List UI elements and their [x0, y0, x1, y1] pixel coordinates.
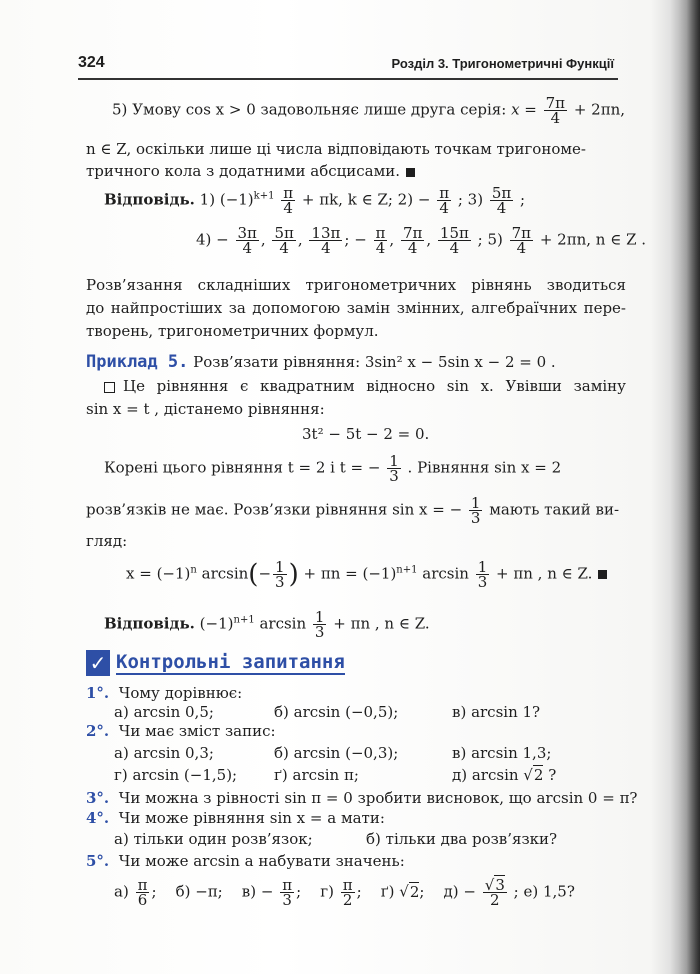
q1-option-b: б) arcsin (−0,5); — [274, 703, 399, 721]
fraction: $\frac{1}{3}$ — [389, 452, 399, 485]
answer2: Відповідь. $(-1)^{n+1}$ arcsin $\frac{1}{3}$ + πn , n ∈ Z. — [104, 608, 430, 641]
q2-option-e: ґ) arcsin π; — [274, 766, 359, 784]
q2-option-d: г) arcsin (−1,5); — [114, 766, 238, 784]
fraction: $\frac{5\pi}{4}$ — [274, 224, 294, 257]
fraction: $\frac{5\pi}{4}$ — [491, 184, 512, 217]
fraction: $\frac{\pi}{2}$ — [342, 876, 353, 909]
question-4: 4°. Чи може рівняння sin x = a мати: — [86, 809, 385, 827]
fraction: $\frac{\pi}{4}$ — [439, 184, 450, 217]
q4-option-b: б) тільки два розв’язки? — [366, 830, 558, 848]
question-5: 5°. Чи може arcsin a набувати значень: — [86, 852, 405, 870]
example5-line2: sin x = t , дістанемо рівняння: — [86, 400, 325, 418]
q2-option-f: д) arcsin √2 ? — [452, 766, 557, 784]
example5-solution: $x = (-1)^n$ arcsin(− $\frac{1}{3}$ ) + $\pi n = (-1)^{n+1}$ arcsin $\frac{1}{3}$ + πn , n ∈ Z. — [126, 560, 607, 589]
question-2: 2°. Чи має зміст запис: — [86, 722, 276, 740]
fraction: $\frac{1}{3}$ — [470, 494, 481, 527]
q5-options: а) $\frac{\pi}{6}$ ; б) −π; в) − $\frac{\pi}{3}$ ; г) $\frac{\pi}{2}$ ; ґ) √2; д) − $\frac{√3}{2}$ ; е) 1,5? — [114, 876, 575, 909]
page-edge-shadow — [670, 0, 700, 974]
question-1: 1°. Чому дорівнює: — [86, 684, 243, 702]
example5-line6: гляд: — [86, 532, 128, 550]
answer-label: Відповідь. — [104, 190, 195, 209]
example5-equation: 3t² − 5t − 2 = 0. — [302, 425, 430, 443]
end-proof-square — [406, 168, 415, 177]
answer1-line1: Відповідь. 1) $(-1)^{k+1}$ $\frac{\pi}{4}$ + πk, k ∈ Z; 2) − $\frac{\pi}{4}$ ; 3) $\frac{5\pi}{4}$ ; — [104, 184, 526, 217]
paragraph-line: творень, тригонометричних формул. — [86, 322, 379, 340]
item5-line2: n ∈ Z, оскільки лише ці числа відповідають точкам тригономе- — [86, 140, 586, 158]
fraction: $\frac{7\pi}{4}$ — [511, 224, 532, 257]
q2-option-a: а) arcsin 0,3; — [114, 744, 214, 762]
fraction: $\frac{15\pi}{4}$ — [439, 224, 469, 257]
q2-option-c: в) arcsin 1,3; — [452, 744, 552, 762]
example5-heading: Приклад 5. Розв’язати рівняння: 3sin² x − 5sin x − 2 = 0 . — [86, 352, 556, 372]
question-3: 3°. Чи можна з рівності sin π = 0 зробити висновок, що arcsin 0 = π? — [86, 789, 638, 807]
fraction: $\frac{\pi}{6}$ — [137, 876, 148, 909]
fraction: $\frac{√3}{2}$ — [484, 876, 505, 909]
page-number: 324 — [78, 54, 105, 71]
fraction: $\frac{7\pi}{4}$ — [402, 224, 423, 257]
fraction: $\frac{1}{3}$ — [477, 558, 488, 591]
item5-line1: 5) Умову cos x > 0 задовольняє лише друга серія: x = $\frac{7\pi}{4}$ + 2πn, — [112, 94, 625, 127]
fraction: $\frac{1}{3}$ — [275, 558, 285, 591]
q4-option-a: а) тільки один розв’язок; — [114, 830, 313, 848]
fraction: $\frac{1}{3}$ — [314, 608, 325, 641]
fraction: $\frac{3\pi}{4}$ — [237, 224, 257, 257]
paragraph-line: Розв’язання складніших тригонометричних рівнянь зводиться — [86, 276, 626, 294]
example5-line1: Це рівняння є квадратним відносно sin x. Увівши заміну — [104, 376, 626, 396]
fraction: $\frac{\pi}{3}$ — [282, 876, 293, 909]
chapter-title: Розділ 3. Тригонометричні Функції — [391, 56, 614, 71]
answer-label: Відповідь. — [104, 614, 195, 633]
q2-option-b: б) arcsin (−0,3); — [274, 744, 399, 762]
start-solution-square — [104, 382, 115, 393]
item5-line3: тричного кола з додатними абсцисами. — [86, 161, 415, 181]
example-label: Приклад 5. — [86, 352, 189, 372]
fraction: $\frac{\pi}{4}$ — [283, 184, 294, 217]
fraction: $\frac{13\pi}{4}$ — [311, 224, 341, 257]
example5-roots: Корені цього рівняння t = 2 і t = − $\frac{1}{3}$ . Рівняння sin x = 2 — [104, 452, 562, 485]
fraction: $\frac{\pi}{4}$ — [375, 224, 386, 257]
q1-option-c: в) arcsin 1? — [452, 703, 541, 721]
fraction: $\frac{7\pi}{4}$ — [545, 94, 566, 127]
end-proof-square — [598, 570, 607, 579]
checkmark-icon: ✓ — [86, 650, 110, 676]
section-title: Контрольні запитання — [116, 651, 345, 673]
answer1-line2: 4) − $\frac{3\pi}{4}$ , $\frac{5\pi}{4}$ , $\frac{13\pi}{4}$ ; − $\frac{\pi}{4}$ , $\frac{7\pi}{4}$ , $\frac{15\pi}{4}$ ; 5) $\frac{7\pi}{4}$ + 2πn, n ∈ Z . — [196, 224, 647, 257]
page-header — [78, 56, 642, 78]
header-rule — [78, 78, 618, 80]
q1-option-a: а) arcsin 0,5; — [114, 703, 214, 721]
example5-line5: розв’язків не має. Розв’язки рівняння sin x = − $\frac{1}{3}$ мають такий ви- — [86, 494, 620, 527]
paragraph-line: до найпростіших за допомогою замін змінних, алгебраїчних пере- — [86, 299, 626, 317]
